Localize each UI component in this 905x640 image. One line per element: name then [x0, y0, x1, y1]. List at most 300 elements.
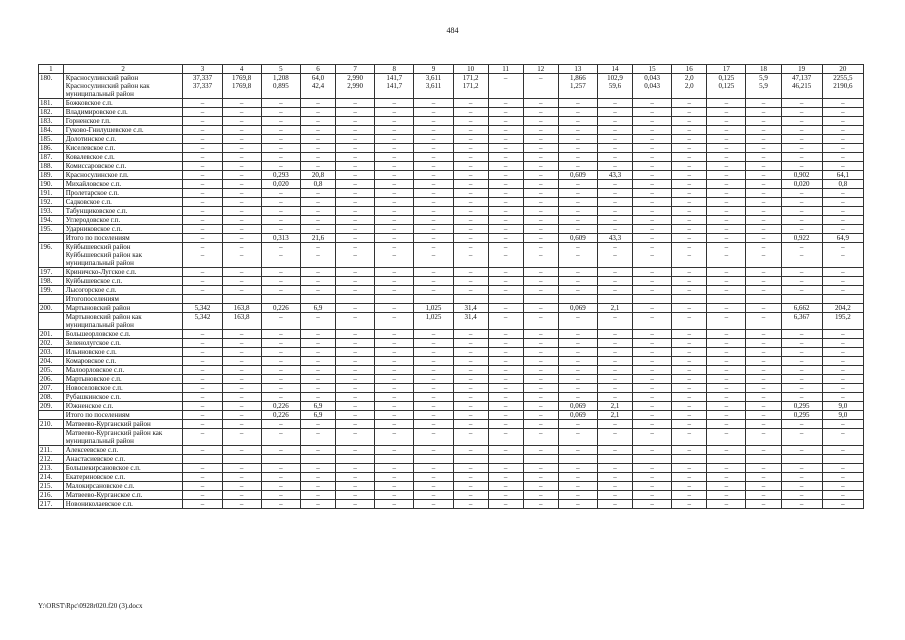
- table-row: [39, 216, 864, 225]
- table-cell: –: [672, 491, 707, 500]
- table-cell: –: [488, 234, 523, 243]
- table-cell: 163,8: [222, 304, 261, 313]
- table-cell: – –: [746, 243, 781, 268]
- table-cell: –: [597, 491, 632, 500]
- table-cell: –: [375, 277, 414, 286]
- table-cell: –: [336, 482, 375, 491]
- table-cell: [261, 295, 300, 304]
- row-number: 200.: [39, 304, 64, 313]
- table-cell: [707, 455, 746, 464]
- table-cell: –: [261, 135, 300, 144]
- table-cell: –: [300, 108, 335, 117]
- row-name: Табунщиковское с.п.: [63, 207, 183, 216]
- table-cell: –: [633, 446, 672, 455]
- table-cell: –: [523, 313, 558, 330]
- table-cell: –: [375, 313, 414, 330]
- table-cell: [523, 295, 558, 304]
- table-cell: [672, 455, 707, 464]
- table-cell: –: [523, 108, 558, 117]
- table-cell: –: [633, 117, 672, 126]
- table-cell: –: [453, 144, 488, 153]
- table-cell: –: [597, 99, 632, 108]
- table-cell: –: [633, 339, 672, 348]
- table-cell: [453, 455, 488, 464]
- table-cell: –: [746, 268, 781, 277]
- table-cell: –: [672, 225, 707, 234]
- table-cell: 2,1: [597, 411, 632, 420]
- table-cell: [300, 455, 335, 464]
- table-cell: –: [822, 464, 863, 473]
- table-cell: –: [523, 198, 558, 207]
- table-cell: –: [633, 180, 672, 189]
- table-cell: –: [781, 420, 822, 429]
- table-cell: – –: [375, 243, 414, 268]
- table-cell: – –: [453, 243, 488, 268]
- table-cell: [523, 455, 558, 464]
- table-cell: –: [558, 180, 597, 189]
- table-cell: 9,0: [822, 411, 863, 420]
- table-cell: –: [672, 286, 707, 295]
- table-cell: [261, 455, 300, 464]
- table-cell: –: [523, 207, 558, 216]
- column-header: 16: [672, 65, 707, 74]
- table-cell: –: [523, 482, 558, 491]
- table-cell: –: [633, 500, 672, 509]
- row-name: Владимировское с.п.: [63, 108, 183, 117]
- table-cell: –: [222, 464, 261, 473]
- table-cell: –: [672, 162, 707, 171]
- table-cell: –: [488, 198, 523, 207]
- table-cell: –: [597, 313, 632, 330]
- table-row: [39, 446, 864, 455]
- table-row: [39, 171, 864, 180]
- column-header: 9: [414, 65, 453, 74]
- table-cell: –: [822, 198, 863, 207]
- table-cell: –: [261, 198, 300, 207]
- table-cell: –: [633, 429, 672, 446]
- page-number: 484: [446, 26, 459, 35]
- table-cell: 0,902: [781, 171, 822, 180]
- row-name: Матвеево-Курганское с.п.: [63, 491, 183, 500]
- table-cell: –: [261, 189, 300, 198]
- table-cell: –: [746, 420, 781, 429]
- table-cell: –: [453, 117, 488, 126]
- table-cell: 47,137 46,215: [781, 74, 822, 99]
- table-cell: –: [488, 482, 523, 491]
- table-cell: –: [222, 144, 261, 153]
- table-cell: –: [597, 357, 632, 366]
- header-row: [39, 65, 864, 74]
- row-name: Малокирсановское с.п.: [63, 482, 183, 491]
- table-cell: –: [597, 420, 632, 429]
- table-cell: 6,9: [300, 304, 335, 313]
- table-cell: –: [300, 198, 335, 207]
- table-cell: –: [707, 366, 746, 375]
- table-cell: –: [746, 384, 781, 393]
- table-cell: –: [822, 384, 863, 393]
- table-cell: –: [261, 99, 300, 108]
- table-cell: –: [375, 135, 414, 144]
- table-cell: –: [597, 162, 632, 171]
- column-header: 4: [222, 65, 261, 74]
- row-number: 195.: [39, 225, 64, 234]
- table-cell: –: [822, 339, 863, 348]
- table-cell: 0,069: [558, 304, 597, 313]
- table-cell: 195,2: [822, 313, 863, 330]
- table-cell: –: [746, 117, 781, 126]
- table-row: [39, 313, 864, 330]
- table-cell: –: [672, 348, 707, 357]
- table-cell: –: [488, 117, 523, 126]
- table-cell: –: [633, 225, 672, 234]
- table-cell: –: [558, 286, 597, 295]
- table-cell: –: [414, 126, 453, 135]
- table-cell: –: [746, 135, 781, 144]
- row-number: [39, 234, 64, 243]
- row-name: Лысогорское с.п.: [63, 286, 183, 295]
- table-cell: –: [707, 135, 746, 144]
- table-cell: –: [300, 420, 335, 429]
- table-cell: –: [453, 198, 488, 207]
- table-cell: –: [822, 446, 863, 455]
- table-cell: –: [336, 393, 375, 402]
- column-header: 3: [183, 65, 222, 74]
- table-cell: –: [453, 366, 488, 375]
- table-cell: –: [822, 216, 863, 225]
- table-cell: –: [523, 234, 558, 243]
- table-cell: –: [781, 500, 822, 509]
- row-number: 208.: [39, 393, 64, 402]
- table-cell: [633, 295, 672, 304]
- table-cell: –: [336, 153, 375, 162]
- table-cell: –: [523, 304, 558, 313]
- table-cell: –: [336, 304, 375, 313]
- table-cell: –: [300, 375, 335, 384]
- table-cell: –: [261, 330, 300, 339]
- table-row: [39, 339, 864, 348]
- row-name: Зеленолугское с.п.: [63, 339, 183, 348]
- table-cell: –: [414, 464, 453, 473]
- table-cell: –: [707, 180, 746, 189]
- row-number: 186.: [39, 144, 64, 153]
- table-cell: –: [453, 491, 488, 500]
- table-cell: –: [523, 277, 558, 286]
- table-row: [39, 357, 864, 366]
- row-number: 215.: [39, 482, 64, 491]
- table-cell: –: [672, 420, 707, 429]
- table-cell: 64,0 42,4: [300, 74, 335, 99]
- table-cell: –: [707, 198, 746, 207]
- table-cell: 5,9 5,9: [746, 74, 781, 99]
- table-cell: [746, 295, 781, 304]
- table-cell: –: [336, 429, 375, 446]
- table-cell: –: [633, 304, 672, 313]
- table-row: [39, 464, 864, 473]
- table-cell: –: [558, 268, 597, 277]
- table-cell: 0,226: [261, 304, 300, 313]
- table-row: [39, 207, 864, 216]
- table-cell: –: [488, 304, 523, 313]
- table-cell: –: [558, 189, 597, 198]
- table-cell: –: [672, 473, 707, 482]
- table-row: [39, 74, 864, 99]
- table-cell: –: [746, 491, 781, 500]
- table-cell: –: [707, 464, 746, 473]
- table-cell: –: [633, 375, 672, 384]
- table-cell: –: [707, 348, 746, 357]
- table-cell: [633, 455, 672, 464]
- table-cell: –: [183, 108, 222, 117]
- row-number: 196.: [39, 243, 64, 268]
- table-cell: –: [453, 500, 488, 509]
- table-cell: –: [672, 277, 707, 286]
- table-cell: –: [672, 500, 707, 509]
- table-cell: –: [336, 126, 375, 135]
- table-cell: –: [183, 348, 222, 357]
- table-cell: –: [781, 384, 822, 393]
- table-cell: –: [453, 189, 488, 198]
- table-cell: –: [336, 357, 375, 366]
- table-cell: –: [781, 446, 822, 455]
- table-cell: –: [822, 491, 863, 500]
- table-cell: –: [414, 268, 453, 277]
- table-cell: –: [746, 313, 781, 330]
- table-cell: –: [453, 420, 488, 429]
- row-number: 180.: [39, 74, 64, 99]
- table-cell: –: [822, 366, 863, 375]
- table-cell: 0,295: [781, 411, 822, 420]
- table-cell: 0,313: [261, 234, 300, 243]
- table-cell: –: [781, 339, 822, 348]
- table-cell: –: [746, 207, 781, 216]
- table-cell: –: [453, 126, 488, 135]
- table-cell: –: [633, 313, 672, 330]
- table-cell: –: [183, 126, 222, 135]
- table-cell: –: [183, 464, 222, 473]
- row-name: Мартыновское с.п.: [63, 375, 183, 384]
- row-number: 204.: [39, 357, 64, 366]
- table-cell: –: [523, 411, 558, 420]
- table-cell: –: [488, 286, 523, 295]
- table-cell: –: [414, 117, 453, 126]
- table-cell: –: [781, 464, 822, 473]
- table-cell: –: [707, 126, 746, 135]
- table-cell: –: [183, 402, 222, 411]
- table-cell: 1769,8 1769,8: [222, 74, 261, 99]
- table-cell: 0,226: [261, 411, 300, 420]
- table-cell: 141,7 141,7: [375, 74, 414, 99]
- table-cell: –: [558, 277, 597, 286]
- table-cell: –: [707, 189, 746, 198]
- row-number: 209.: [39, 402, 64, 411]
- table-cell: –: [414, 429, 453, 446]
- table-cell: –: [336, 180, 375, 189]
- table-cell: –: [597, 153, 632, 162]
- row-number: 201.: [39, 330, 64, 339]
- table-cell: –: [746, 375, 781, 384]
- row-number: [39, 295, 64, 304]
- table-cell: –: [300, 268, 335, 277]
- row-name: Красносулинский район Красносулинский район как муниципальный район: [63, 74, 183, 99]
- table-cell: 31,4: [453, 304, 488, 313]
- row-number: 189.: [39, 171, 64, 180]
- table-cell: –: [558, 393, 597, 402]
- row-number: 207.: [39, 384, 64, 393]
- table-cell: –: [375, 207, 414, 216]
- table-cell: – –: [523, 243, 558, 268]
- table-cell: –: [558, 491, 597, 500]
- table-cell: 64,1: [822, 171, 863, 180]
- row-name: Мартыновский район: [63, 304, 183, 313]
- table-cell: –: [453, 225, 488, 234]
- table-cell: –: [488, 366, 523, 375]
- table-cell: –: [597, 117, 632, 126]
- table-cell: –: [597, 429, 632, 446]
- table-cell: –: [781, 348, 822, 357]
- table-cell: –: [414, 286, 453, 295]
- column-header: 14: [597, 65, 632, 74]
- table-cell: –: [183, 189, 222, 198]
- table-cell: –: [375, 162, 414, 171]
- table-cell: –: [375, 446, 414, 455]
- table-cell: –: [453, 330, 488, 339]
- table-cell: –: [375, 189, 414, 198]
- table-cell: –: [414, 99, 453, 108]
- table-cell: –: [707, 482, 746, 491]
- table-cell: –: [781, 198, 822, 207]
- table-cell: –: [414, 357, 453, 366]
- table-cell: –: [707, 99, 746, 108]
- row-name: Ильиновское с.п.: [63, 348, 183, 357]
- table-cell: –: [453, 411, 488, 420]
- table-cell: –: [336, 216, 375, 225]
- table-cell: –: [597, 348, 632, 357]
- table-cell: –: [183, 207, 222, 216]
- table-cell: –: [488, 357, 523, 366]
- table-cell: –: [781, 473, 822, 482]
- table-cell: –: [375, 500, 414, 509]
- row-name: Новоселовское с.п.: [63, 384, 183, 393]
- row-name: Большекирсановское с.п.: [63, 464, 183, 473]
- table-cell: –: [488, 277, 523, 286]
- table-cell: 0,922: [781, 234, 822, 243]
- table-cell: –: [523, 153, 558, 162]
- table-cell: –: [453, 207, 488, 216]
- row-number: 191.: [39, 189, 64, 198]
- row-number: 192.: [39, 198, 64, 207]
- table-cell: –: [222, 375, 261, 384]
- table-cell: –: [746, 180, 781, 189]
- table-cell: –: [222, 473, 261, 482]
- table-row: [39, 330, 864, 339]
- table-cell: –: [672, 446, 707, 455]
- table-cell: –: [523, 225, 558, 234]
- table-cell: –: [523, 446, 558, 455]
- table-cell: –: [453, 153, 488, 162]
- table-cell: –: [822, 393, 863, 402]
- table-cell: –: [261, 313, 300, 330]
- table-cell: 43,3: [597, 234, 632, 243]
- table-cell: –: [222, 126, 261, 135]
- table-cell: –: [672, 126, 707, 135]
- table-cell: –: [375, 420, 414, 429]
- table-cell: –: [336, 207, 375, 216]
- table-cell: –: [375, 384, 414, 393]
- table-cell: –: [672, 464, 707, 473]
- table-cell: –: [707, 286, 746, 295]
- table-cell: –: [707, 216, 746, 225]
- table-cell: –: [222, 366, 261, 375]
- table-cell: –: [822, 144, 863, 153]
- table-cell: – –: [707, 243, 746, 268]
- table-cell: –: [633, 384, 672, 393]
- table-cell: –: [488, 491, 523, 500]
- table-cell: –: [633, 126, 672, 135]
- table-cell: –: [523, 491, 558, 500]
- table-cell: –: [633, 153, 672, 162]
- table-cell: –: [222, 384, 261, 393]
- table-cell: –: [672, 357, 707, 366]
- table-cell: –: [488, 429, 523, 446]
- table-cell: –: [597, 189, 632, 198]
- table-cell: –: [633, 464, 672, 473]
- table-cell: –: [183, 366, 222, 375]
- table-cell: –: [414, 339, 453, 348]
- row-name: Куйбышевский район Куйбышевский район как муниципальный район: [63, 243, 183, 268]
- table-cell: –: [336, 313, 375, 330]
- table-cell: –: [822, 473, 863, 482]
- row-number: 205.: [39, 366, 64, 375]
- table-cell: –: [822, 277, 863, 286]
- table-cell: –: [707, 393, 746, 402]
- table-cell: 0,043 0,043: [633, 74, 672, 99]
- table-cell: –: [488, 108, 523, 117]
- table-cell: [222, 295, 261, 304]
- row-name: Новониколаевское с.п.: [63, 500, 183, 509]
- table-cell: –: [781, 375, 822, 384]
- table-cell: –: [672, 482, 707, 491]
- table-cell: –: [222, 268, 261, 277]
- table-row: [39, 234, 864, 243]
- table-cell: –: [375, 108, 414, 117]
- table-cell: –: [558, 464, 597, 473]
- table-cell: –: [336, 491, 375, 500]
- table-cell: –: [558, 225, 597, 234]
- column-header: 15: [633, 65, 672, 74]
- table-cell: –: [222, 117, 261, 126]
- table-cell: –: [453, 277, 488, 286]
- table-cell: –: [336, 225, 375, 234]
- table-cell: –: [222, 420, 261, 429]
- table-row: [39, 411, 864, 420]
- table-cell: –: [375, 491, 414, 500]
- row-number: 199.: [39, 286, 64, 295]
- row-number: 213.: [39, 464, 64, 473]
- table-cell: –: [375, 348, 414, 357]
- table-cell: –: [336, 384, 375, 393]
- table-cell: –: [300, 357, 335, 366]
- table-cell: –: [336, 277, 375, 286]
- table-cell: –: [672, 153, 707, 162]
- table-cell: –: [414, 108, 453, 117]
- table-cell: –: [375, 473, 414, 482]
- table-cell: –: [672, 108, 707, 117]
- table-cell: [781, 455, 822, 464]
- table-cell: –: [597, 144, 632, 153]
- table-cell: –: [707, 500, 746, 509]
- table-cell: –: [488, 339, 523, 348]
- table-cell: [336, 455, 375, 464]
